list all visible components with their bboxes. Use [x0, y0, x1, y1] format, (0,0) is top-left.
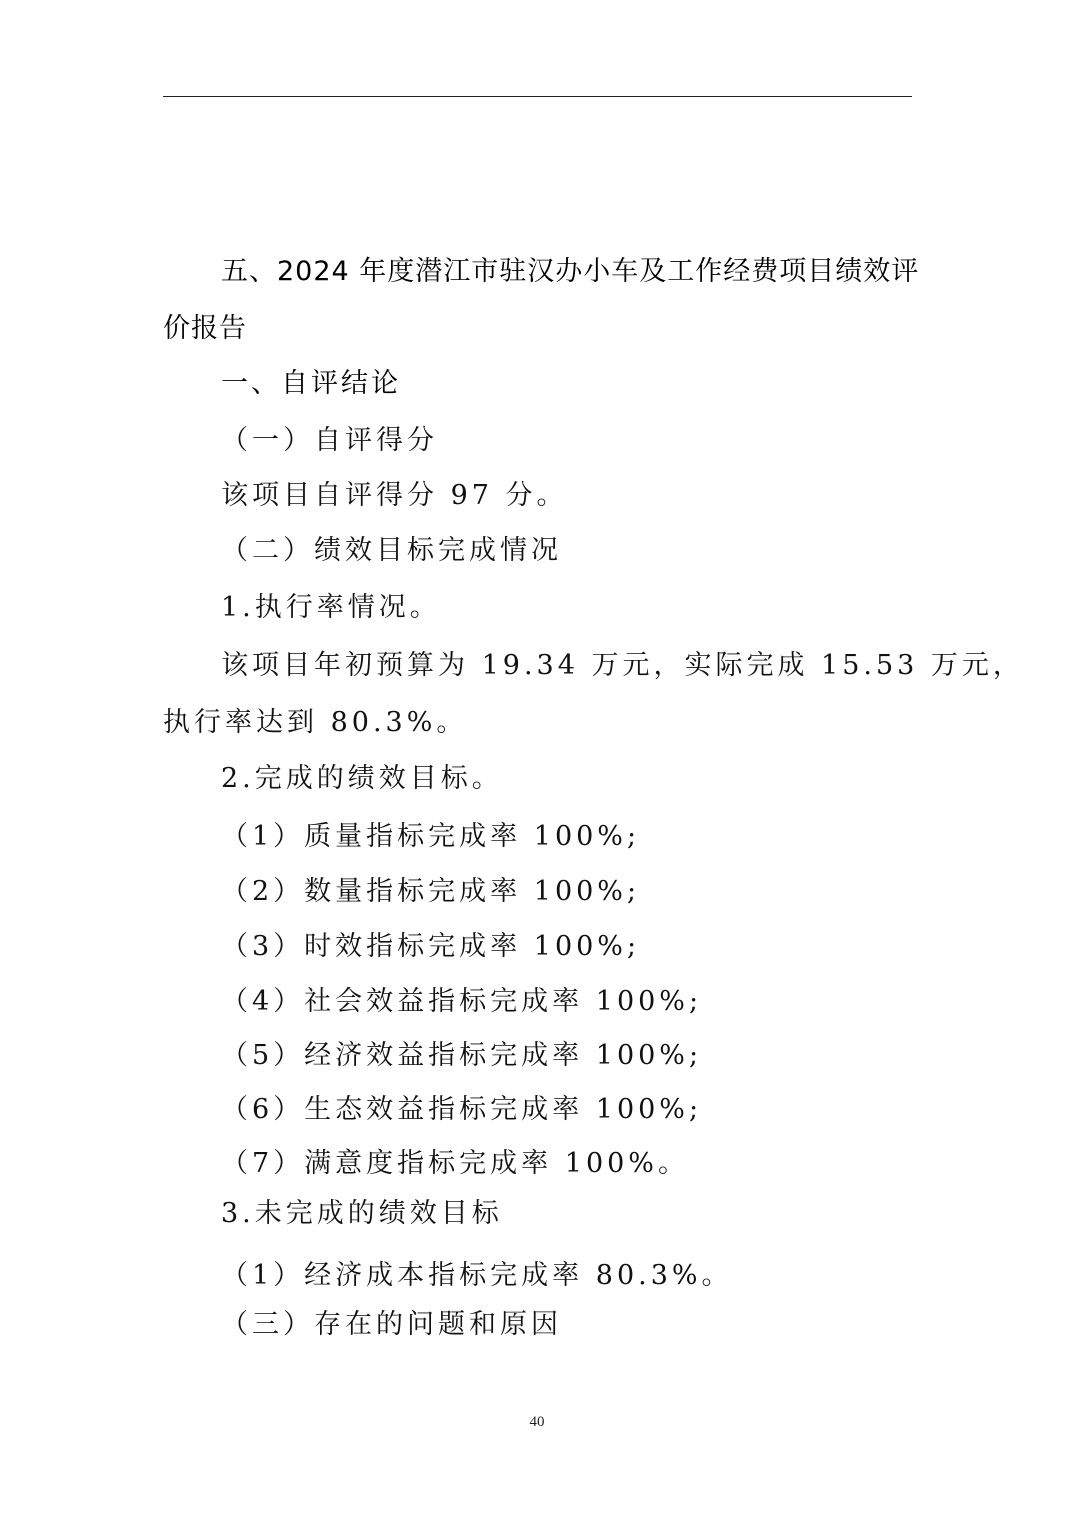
item-heading-completed-targets: 2.完成的绩效目标。 [221, 763, 503, 794]
paragraph-budget-line-1: 该项目年初预算为 19.34 万元，实际完成 15.53 万元， [221, 650, 1024, 681]
list-item: （1）质量指标完成率 100%; [221, 821, 641, 852]
item-heading-execution-rate: 1.执行率情况。 [221, 592, 441, 623]
list-item: （5）经济效益指标完成率 100%; [221, 1040, 703, 1071]
item-heading-uncompleted-targets: 3.未完成的绩效目标 [221, 1198, 503, 1229]
subheading-problems-causes: （三）存在的问题和原因 [221, 1309, 562, 1340]
report-title-line-2: 价报告 [163, 313, 247, 344]
subheading-target-completion: （二）绩效目标完成情况 [221, 535, 562, 566]
list-item: （1）经济成本指标完成率 80.3%。 [221, 1260, 733, 1291]
list-item: （6）生态效益指标完成率 100%; [221, 1094, 703, 1125]
list-item: （7）满意度指标完成率 100%。 [221, 1148, 689, 1179]
subheading-self-score: （一）自评得分 [221, 425, 438, 456]
report-title-line-1: 五、2024 年度潜江市驻汉办小车及工作经费项目绩效评 [221, 256, 920, 287]
page-number: 40 [529, 1414, 545, 1430]
list-item: （3）时效指标完成率 100%; [221, 931, 641, 962]
list-item: （2）数量指标完成率 100%; [221, 876, 641, 907]
list-item: （4）社会效益指标完成率 100%; [221, 986, 703, 1017]
paragraph-budget-line-2: 执行率达到 80.3%。 [163, 707, 468, 738]
section-heading-self-evaluation: 一、自评结论 [221, 368, 401, 399]
paragraph-self-score: 该项目自评得分 97 分。 [221, 480, 568, 511]
header-rule [163, 96, 912, 97]
